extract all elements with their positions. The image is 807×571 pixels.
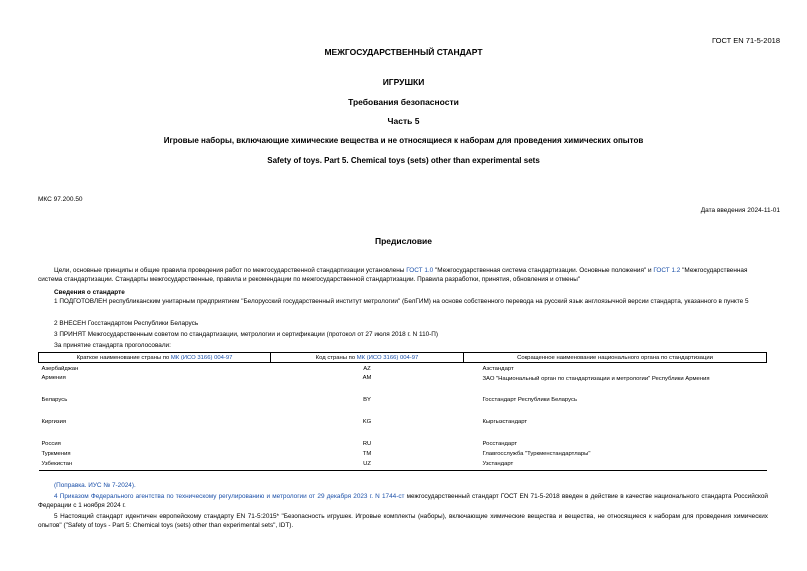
table-row	[39, 374, 767, 396]
table-row	[39, 440, 767, 450]
column-header-country	[39, 353, 271, 363]
document-number: ГОСТ EN 71-5-2018	[711, 36, 780, 45]
item-5: 5 Настоящий стандарт идентичен европейскому стандарту EN 71-5:2015* "Безопасность игрушек. Игровые комплекты (наборы), включающие химические вещества и вещества, не относящиеся к наборам для проведения химических опытов" ("Safety of toys - Part 5: Chemical toys (sets) other than experimental sets", IDT).	[38, 513, 768, 530]
introduction-date: Дата введения 2024-11-01	[700, 207, 780, 214]
item-4-text: межгосударственный стандарт ГОСТ EN 71-5-2018 введен в действие в качестве национального стандарта Российской Федерации с 1 ноября 2024 г.	[38, 493, 769, 510]
cell-country: Узбекистан	[39, 460, 271, 471]
title-russian: Игровые наборы, включающие химические вещества и не относящиеся к наборам для проведения химических опытов	[163, 136, 644, 145]
cell-country: Азербайджан	[41, 366, 79, 372]
cell-code: KG	[362, 418, 372, 425]
cell-country: Армения	[41, 374, 66, 381]
foreword-paragraph	[38, 266, 768, 285]
title-english: Safety of toys. Part 5. Chemical toys (sets) other than experimental sets	[267, 156, 540, 165]
cell-body: ЗАО "Национальный орган по стандартизации и метрологии" Республики Армения	[482, 375, 710, 382]
p1-text-b: "Межгосударственная система стандартизации. Основные положения" и	[433, 267, 654, 274]
cell-body: Главгосслужба "Туркменстандартлары"	[482, 450, 591, 457]
document-title: ИГРУШКИ	[382, 77, 425, 87]
cell-body: Росстандарт	[482, 440, 518, 447]
table-row	[39, 450, 767, 460]
cell-code: BY	[363, 396, 371, 403]
table-row	[39, 363, 767, 374]
cell-body: Узстандарт	[464, 460, 767, 471]
cell-country: Россия	[41, 440, 61, 447]
table-row	[39, 396, 767, 418]
voted-label: За принятие стандарта проголосовали:	[54, 342, 171, 349]
mk-iso-link[interactable]: МК (ИСО 3166) 004-97	[356, 354, 419, 361]
p1-text-c: "Межгосударственная система стандартизации. Стандарты межгосударственные, правила и рекомендации по межгосударственной стандартизации. Правила разработки, принятия, обновления и отмены"	[38, 267, 748, 284]
foreword-heading: Предисловие	[374, 236, 433, 246]
correction-link[interactable]: (Поправка. ИУС № 7-2024).	[54, 482, 136, 489]
correction-note	[54, 481, 136, 490]
item-4	[38, 492, 768, 511]
gost-1-2-link[interactable]: ГОСТ 1.2	[653, 267, 681, 274]
cell-code: AM	[362, 374, 372, 381]
cell-country: Туркмения	[41, 450, 71, 457]
item-2: 2 ВНЕСЕН Госстандартом Республики Беларусь	[54, 320, 199, 327]
cell-code: TM	[362, 450, 372, 457]
cell-code: RU	[362, 440, 372, 447]
document-subtitle: Требования безопасности	[348, 97, 459, 107]
about-standard-heading: Сведения о стандарте	[54, 289, 125, 296]
column-header-code	[271, 353, 464, 363]
cell-country: Киргизия	[41, 418, 67, 425]
column-header-body: Сокращенное наименование национального органа по стандартизации	[464, 353, 767, 363]
mks-code: МКС 97.200.50	[38, 196, 83, 203]
standard-type: МЕЖГОСУДАРСТВЕННЫЙ СТАНДАРТ	[324, 47, 483, 57]
table-header-row	[39, 353, 767, 363]
cell-code: AZ	[363, 366, 371, 372]
member-countries-table	[38, 352, 767, 471]
table-row	[39, 460, 767, 471]
item-3: 3 ПРИНЯТ Межгосударственным советом по стандартизации, метрологии и сертификации (протокол от 27 июля 2018 г. N 110-П)	[54, 331, 439, 338]
p1-text-a: Цели, основные принципы и общие правила проведения работ по межгосударственной стандартизации установлены	[54, 267, 407, 274]
mk-iso-link[interactable]: МК (ИСО 3166) 004-97	[170, 354, 233, 361]
gost-1-0-link[interactable]: ГОСТ 1.0	[406, 267, 434, 274]
column-header-country-text: Краткое наименование страны по	[76, 354, 171, 361]
item-1: 1 ПОДГОТОВЛЕН республиканским унитарным предприятием "Белорусский государственный институт метрологии" (БелГИМ) на основе собственного перевода на русский язык англоязычной версии стандарта, указанного в пункте 5	[54, 298, 749, 305]
order-link[interactable]: 4 Приказом Федерального агентства по техническому регулированию и метрологии от 29 декабря 2023 г. N 1744-ст	[54, 493, 405, 500]
table-row	[39, 418, 767, 440]
cell-code: UZ	[271, 460, 464, 471]
cell-body: Госстандарт Республики Беларусь	[482, 396, 578, 403]
cell-country: Беларусь	[41, 396, 68, 403]
column-header-code-text: Код страны по	[315, 354, 357, 361]
document-part: Часть 5	[387, 116, 420, 126]
cell-body: Кыргызстандарт	[482, 418, 528, 425]
cell-body: Азстандарт	[482, 366, 514, 372]
